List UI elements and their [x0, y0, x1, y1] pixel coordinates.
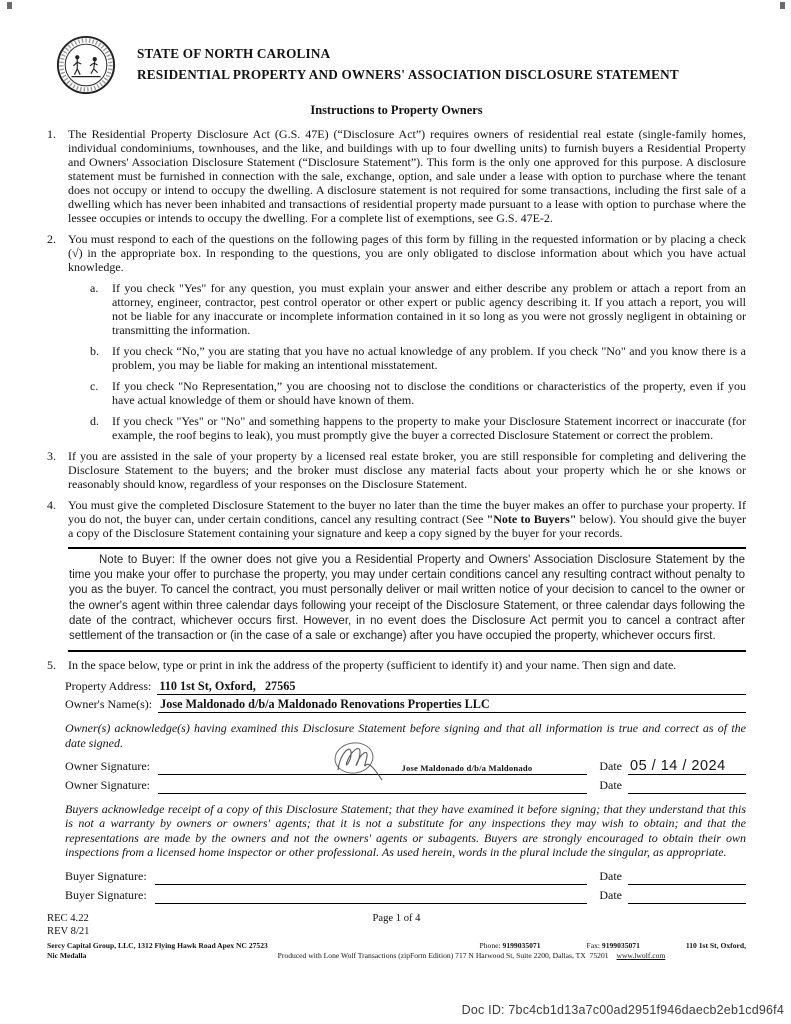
- owner-signature-label: Owner Signature:: [65, 778, 150, 793]
- north-carolina-seal-icon: [55, 34, 117, 96]
- date-label: Date: [599, 778, 622, 793]
- instruction-subitem-c: [90, 379, 746, 407]
- owner-name-row: [65, 697, 746, 713]
- item-text-pre: You must give the completed Disclosure Statement to the buyer no later than the time the buyer makes an offer to purchase your property. If you do not, the buyer can, under certain conditions, cancel any resulting contract (See: [68, 498, 746, 526]
- fax-value: 9199035071: [601, 940, 640, 950]
- buyer-signature-row-1: [65, 869, 746, 885]
- fax-label: Fax:: [586, 940, 602, 950]
- owner-date-line: [628, 777, 746, 794]
- subitem-letter: a.: [90, 281, 99, 295]
- item-text: [68, 498, 746, 540]
- owner-signature-date: 05 / 14 / 2024: [630, 758, 726, 775]
- date-label: Date: [599, 759, 622, 774]
- item-number: 1.: [47, 127, 56, 141]
- buyer-date-line: [628, 887, 746, 904]
- instruction-item-2: [47, 232, 746, 274]
- state-title: STATE OF NORTH CAROLINA: [137, 46, 331, 61]
- owner-name-value: Jose Maldonado d/b/a Maldonado Renovations Properties LLC: [158, 697, 746, 713]
- subitem-text: If you check "No Representation,” you are choosing not to disclose the conditions or characteristics of the property, even if you have actual knowledge of them or should have known of them.: [112, 379, 746, 407]
- agent-name: Nic Medalla: [47, 950, 87, 960]
- subitem-text: If you check "Yes" for any question, you must explain your answer and either describe any problem or attach a report from an attorney, engineer, contractor, pest control operator or other expert or public agency describing it. If you attach a report, you will not be liable for any inaccurate or incomplete information contained in it so long as you were not grossly negligent in obtaining or transmitting the information.: [112, 281, 746, 337]
- instruction-item-3: [47, 449, 746, 491]
- document-id: Doc ID: 7bc4cb1d13a7c00ad2951f946daecb2eb1cd96f4: [461, 1003, 784, 1017]
- instruction-item-1: [47, 127, 746, 225]
- form-revision-code: REC 4.22: [47, 912, 89, 924]
- produced-with-text: Produced with Lone Wolf Transactions (zipForm Edition) 717 N Harwood St, Suite 2200, Dallas, TX 75201: [277, 950, 609, 960]
- item-number: 5.: [47, 658, 56, 673]
- owner-signature-mark: [330, 737, 392, 783]
- item-number: 2.: [47, 232, 56, 246]
- item-text: If you are assisted in the sale of your property by a licensed real estate broker, you are still responsible for completing and delivering the Disclosure Statement to the buyers; and the broker must disclose any material facts about your property which he or she knows or reasonably should know, regardless of your responses on the Disclosure Statement.: [68, 449, 746, 491]
- brokerage-phone: [480, 941, 541, 951]
- owner-date-line: [628, 758, 746, 775]
- date-label: Date: [599, 868, 622, 883]
- owner-printed-name: Jose Maldonado d/b/a Maldonado: [401, 763, 533, 774]
- instruction-subitem-d: [90, 414, 746, 442]
- owner-signature-label: Owner Signature:: [65, 759, 150, 774]
- item-text: You must respond to each of the questions on the following pages of this form by filling in the requested information or by placing a check (√) in the appropriate box. In responding to the questions, you are only obligated to disclose information about which you have actual knowledge.: [68, 232, 746, 274]
- owner-signature-line: [158, 760, 587, 775]
- property-address-label: Property Address:: [65, 679, 152, 694]
- owner-acknowledgement-text: Owner(s) acknowledge(s) having examined this Disclosure Statement before signing and that all information is true and correct as of the date signed.: [65, 721, 746, 750]
- note-to-buyer-text: Note to Buyer: If the owner does not give you a Residential Property and Owners' Association Disclosure Statement by the time you make your offer to purchase the property, you may under certain conditions cancel any resulting contract without penalty to you as the buyer. To cancel the contract, you must personally deliver or mail written notice of your decision to cancel to the owner or the owner's agent within three calendar days following your receipt of the Disclosure Statement, or three calendar days following the date of the contract, whichever occurs first. However, in no event does the Disclosure Act permit you to cancel a contract after settlement of the transaction or (in the case of a sale or exchange) after you have occupied the property, whichever occurs first.: [69, 554, 745, 643]
- instruction-item-5: [47, 658, 746, 673]
- property-address-row: [65, 679, 746, 695]
- brokerage-footer-row-1: [47, 941, 746, 951]
- buyer-acknowledgement-text: Buyers acknowledge receipt of a copy of this Disclosure Statement; that they have examined it before signing; that they understand that this is not a warranty by owners or owners' agents; that it is not a substitute for any inspections they may wish to obtain; and that the representations are made by the owners and not the owners' agents or subagents. Buyers are strongly encouraged to obtain their own inspections from a licensed home inspector or other professional. As used herein, words in the plural include the singular, as appropriate.: [65, 802, 746, 860]
- subitem-letter: c.: [90, 379, 99, 393]
- instruction-subitem-a: [90, 281, 746, 337]
- property-address-value: 110 1st St, Oxford, 27565: [157, 679, 746, 695]
- form-title: RESIDENTIAL PROPERTY AND OWNERS' ASSOCIATION DISCLOSURE STATEMENT: [137, 67, 679, 82]
- title-block: [137, 34, 679, 83]
- brokerage-firm: Sercy Capital Group, LLC, 1312 Flying Hawk Road Apex NC 27523: [47, 940, 268, 950]
- buyer-signature-row-2: [65, 888, 746, 904]
- note-to-buyers-reference: "Note to Buyers": [486, 512, 577, 526]
- scan-registration-mark-left: [7, 2, 12, 9]
- owner-signature-line: [158, 779, 587, 794]
- subitem-letter: b.: [90, 344, 99, 358]
- phone-value: 9199035071: [502, 940, 541, 950]
- item-number: 4.: [47, 498, 56, 512]
- buyer-signature-line: [155, 889, 588, 904]
- owner-signature-row-2: [65, 778, 746, 794]
- brokerage-footer: [47, 941, 746, 961]
- document-header: [47, 34, 746, 96]
- owner-signature-row-1: [65, 759, 746, 775]
- item-text: The Residential Property Disclosure Act (G.S. 47E) (“Disclosure Act”) requires owners of residential real estate (single-family homes, individual condominiums, townhouses, and the like, and buildings with up to four dwelling units) to furnish buyers a Residential Property and Owners' Association Disclosure Statement (“Disclosure Statement”). This form is the only one approved for this purpose. A disclosure statement must be furnished in connection with the sale, exchange, option, and sale under a lease with option to purchase where the tenant does not occupy or intend to occupy the dwelling. A disclosure statement is not required for some transactions, including the first sale of a dwelling which has never been inhabited and transactions of residential property made pursuant to a lease with option to purchase where the lessee occupies or intends to occupy the dwelling. For a complete list of exemptions, see G.S. 47E-2.: [68, 127, 746, 225]
- instructions-heading: Instructions to Property Owners: [310, 103, 483, 117]
- buyer-signature-label: Buyer Signature:: [65, 887, 147, 902]
- instruction-item-4: [47, 498, 746, 540]
- item-text: In the space below, type or print in ink the address of the property (sufficient to identify it) and your name. Then sign and date.: [68, 658, 677, 673]
- subitem-letter: d.: [90, 414, 99, 428]
- item-number: 3.: [47, 449, 56, 463]
- produced-with-line: [197, 951, 746, 961]
- owner-name-label: Owner's Name(s):: [65, 697, 153, 712]
- note-to-buyer-box: [68, 547, 746, 652]
- footer-property-reference: 110 1st St, Oxford,: [685, 940, 746, 950]
- buyer-date-line: [628, 868, 746, 885]
- item-text-post: below). You should give the buyer a copy of the Disclosure Statement containing your signature and keep a copy signed by the buyer for your records.: [68, 512, 746, 540]
- phone-label: Phone:: [479, 940, 503, 950]
- brokerage-fax: [587, 941, 640, 951]
- date-label: Date: [599, 887, 622, 902]
- subitem-text: If you check "Yes" or "No" and something happens to the property to make your Disclosure Statement incorrect or inaccurate (for example, the roof begins to leak), you must promptly give the buyer a corrected Disclosure Statement or correct the problem.: [112, 414, 746, 442]
- subitem-text: If you check “No,” you are stating that you have no actual knowledge of any problem. If you check "No" and you know there is a problem, you may be liable for making an intentional misstatement.: [112, 344, 746, 372]
- brokerage-footer-row-2: [47, 951, 746, 961]
- page-number: Page 1 of 4: [372, 912, 421, 924]
- instruction-subitem-b: [90, 344, 746, 372]
- form-footer: [47, 913, 746, 937]
- lwolf-link[interactable]: www.lwolf.com: [616, 950, 666, 960]
- scan-registration-mark-right: [780, 2, 785, 9]
- buyer-signature-label: Buyer Signature:: [65, 868, 147, 883]
- form-revision-date: REV 8/21: [47, 925, 90, 937]
- buyer-signature-line: [155, 870, 588, 885]
